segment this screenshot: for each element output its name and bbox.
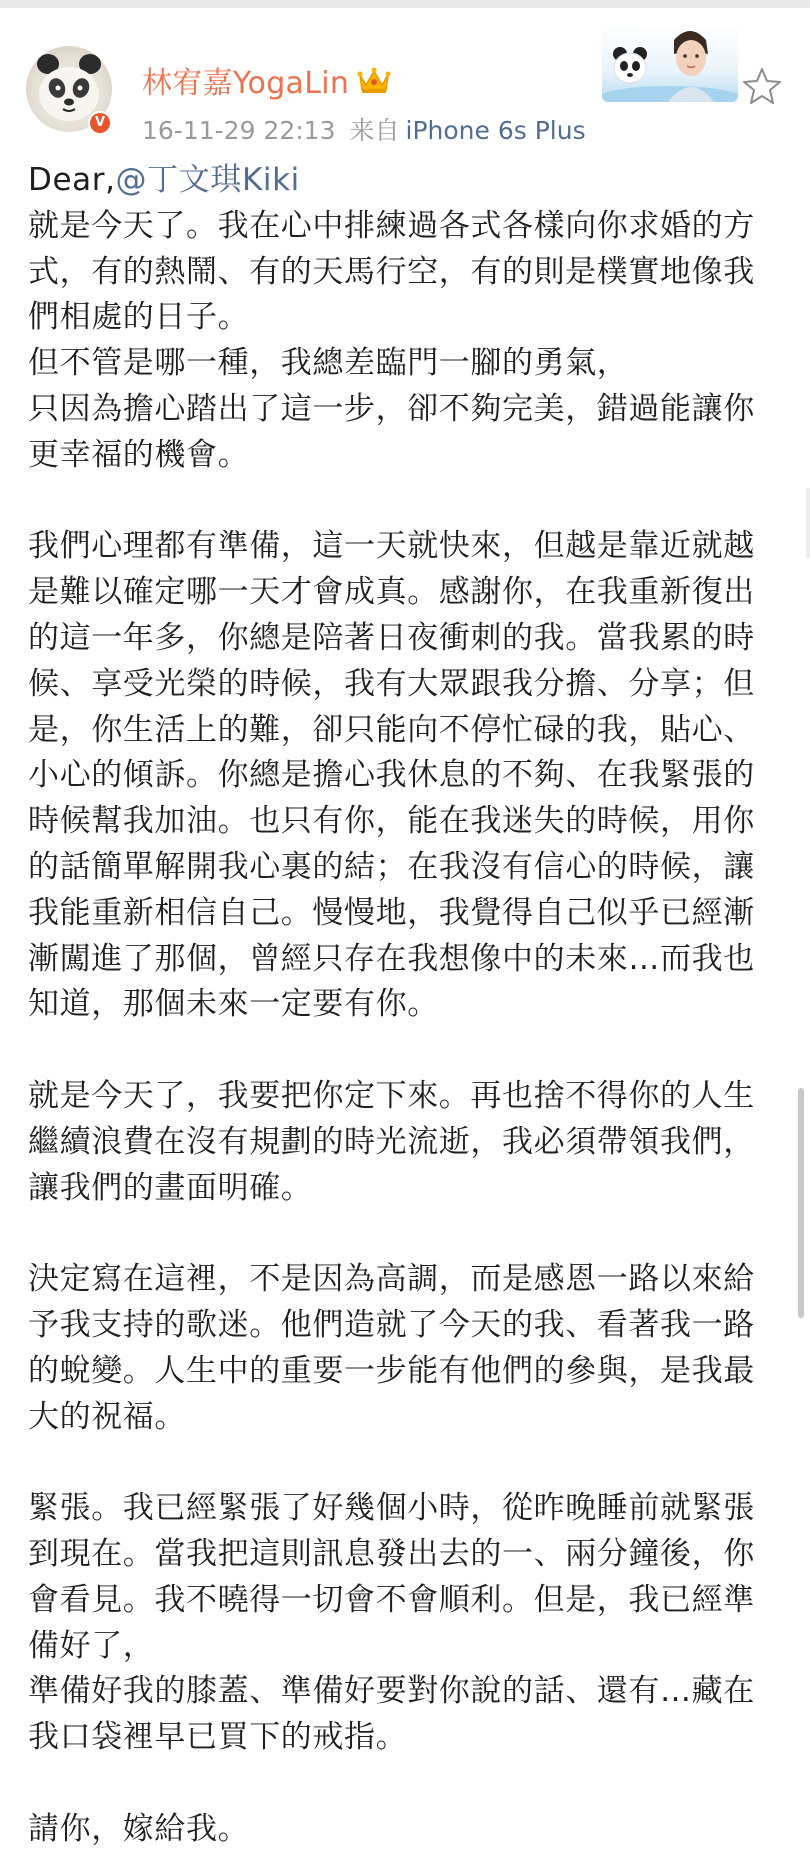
post-timestamp: 16-11-29 22:13 <box>142 116 336 145</box>
post-paragraph: 我們心理都有準備，這一天就快來，但越是靠近就越是難以確定哪一天才會成真。感謝你，在我重新復出的這一年多，你總是陪著日夜衝刺的我。當我累的時候、享受光榮的時候，我有大眾跟我分擔、分享；但是，你生活上的難，卻只能向不停忙碌的我，貼心、小心的傾訴。你總是擔心我休息的不夠、在我緊張的時候幫我加油。也只有你，能在我迷失的時候，用你的話簡單解開我心裏的結；在我沒有信心的時候，讓我能重新相信自己。慢慢地，我覺得自己似乎已經漸漸闖進了那個，曾經只存在我想像中的未來…而我也知道，那個未來一定要有你。 <box>28 528 755 1023</box>
paragraph-spacer <box>28 479 780 525</box>
verified-badge <box>88 111 112 135</box>
mention-link[interactable]: @丁文琪Kiki <box>115 162 300 198</box>
star-outline-icon[interactable] <box>742 66 782 106</box>
paragraph-spacer <box>28 1028 780 1074</box>
panda-portrait-banner[interactable] <box>602 24 738 102</box>
vip-crown-icon[interactable] <box>357 65 391 95</box>
banner-art-icon <box>602 24 738 102</box>
source-device-link[interactable]: iPhone 6s Plus <box>405 116 586 145</box>
post-paragraph: 就是今天了。我在心中排練過各式各樣向你求婚的方式，有的熱鬧、有的天馬行空，有的則是樸實地像我們相處的日子。 但不管是哪一種，我總差臨門一腳的勇氣， 只因為擔心踏出了這一步，卻不夠完美，錯過能讓你更幸福的機會。 <box>28 207 755 473</box>
page-edge-shadow <box>806 488 810 558</box>
post-paragraph: 決定寫在這裡，不是因為高調，而是感恩一路以來給予我支持的歌迷。他們造就了今天的我、看著我一路的蛻變。人生中的重要一步能有他們的參與，是我最大的祝福。 <box>28 1261 755 1435</box>
paragraph-spacer <box>28 1440 780 1486</box>
source-prefix: 来自 <box>349 116 400 145</box>
post-content <box>28 158 780 1852</box>
post-meta <box>142 111 586 147</box>
author-name[interactable]: 林宥嘉YogaLin <box>142 66 350 101</box>
paragraph-spacer <box>28 1211 780 1257</box>
greeting-prefix: Dear, <box>28 162 116 198</box>
scrollbar-thumb[interactable] <box>798 1088 804 1318</box>
post-paragraph: 就是今天了，我要把你定下來。再也捨不得你的人生繼續浪費在沒有規劃的時光流逝，我必須帶領我們，讓我們的畫面明確。 <box>28 1077 755 1206</box>
author-row <box>142 60 391 100</box>
verified-v-icon: V <box>90 113 110 133</box>
post-paragraph: 緊張。我已經緊張了好幾個小時，從昨晚睡前就緊張到現在。當我把這則訊息發出去的一、兩分鐘後，你會看見。我不曉得一切會不會順利。但是，我已經準備好了， 準備好我的膝蓋、準備好要對你說的話、還有…藏在我口袋裡早已買下的戒指。 <box>28 1490 755 1756</box>
paragraph-spacer <box>28 1761 780 1807</box>
post-paragraph: 請你，嫁給我。 <box>28 1810 250 1847</box>
post-header <box>0 16 810 145</box>
